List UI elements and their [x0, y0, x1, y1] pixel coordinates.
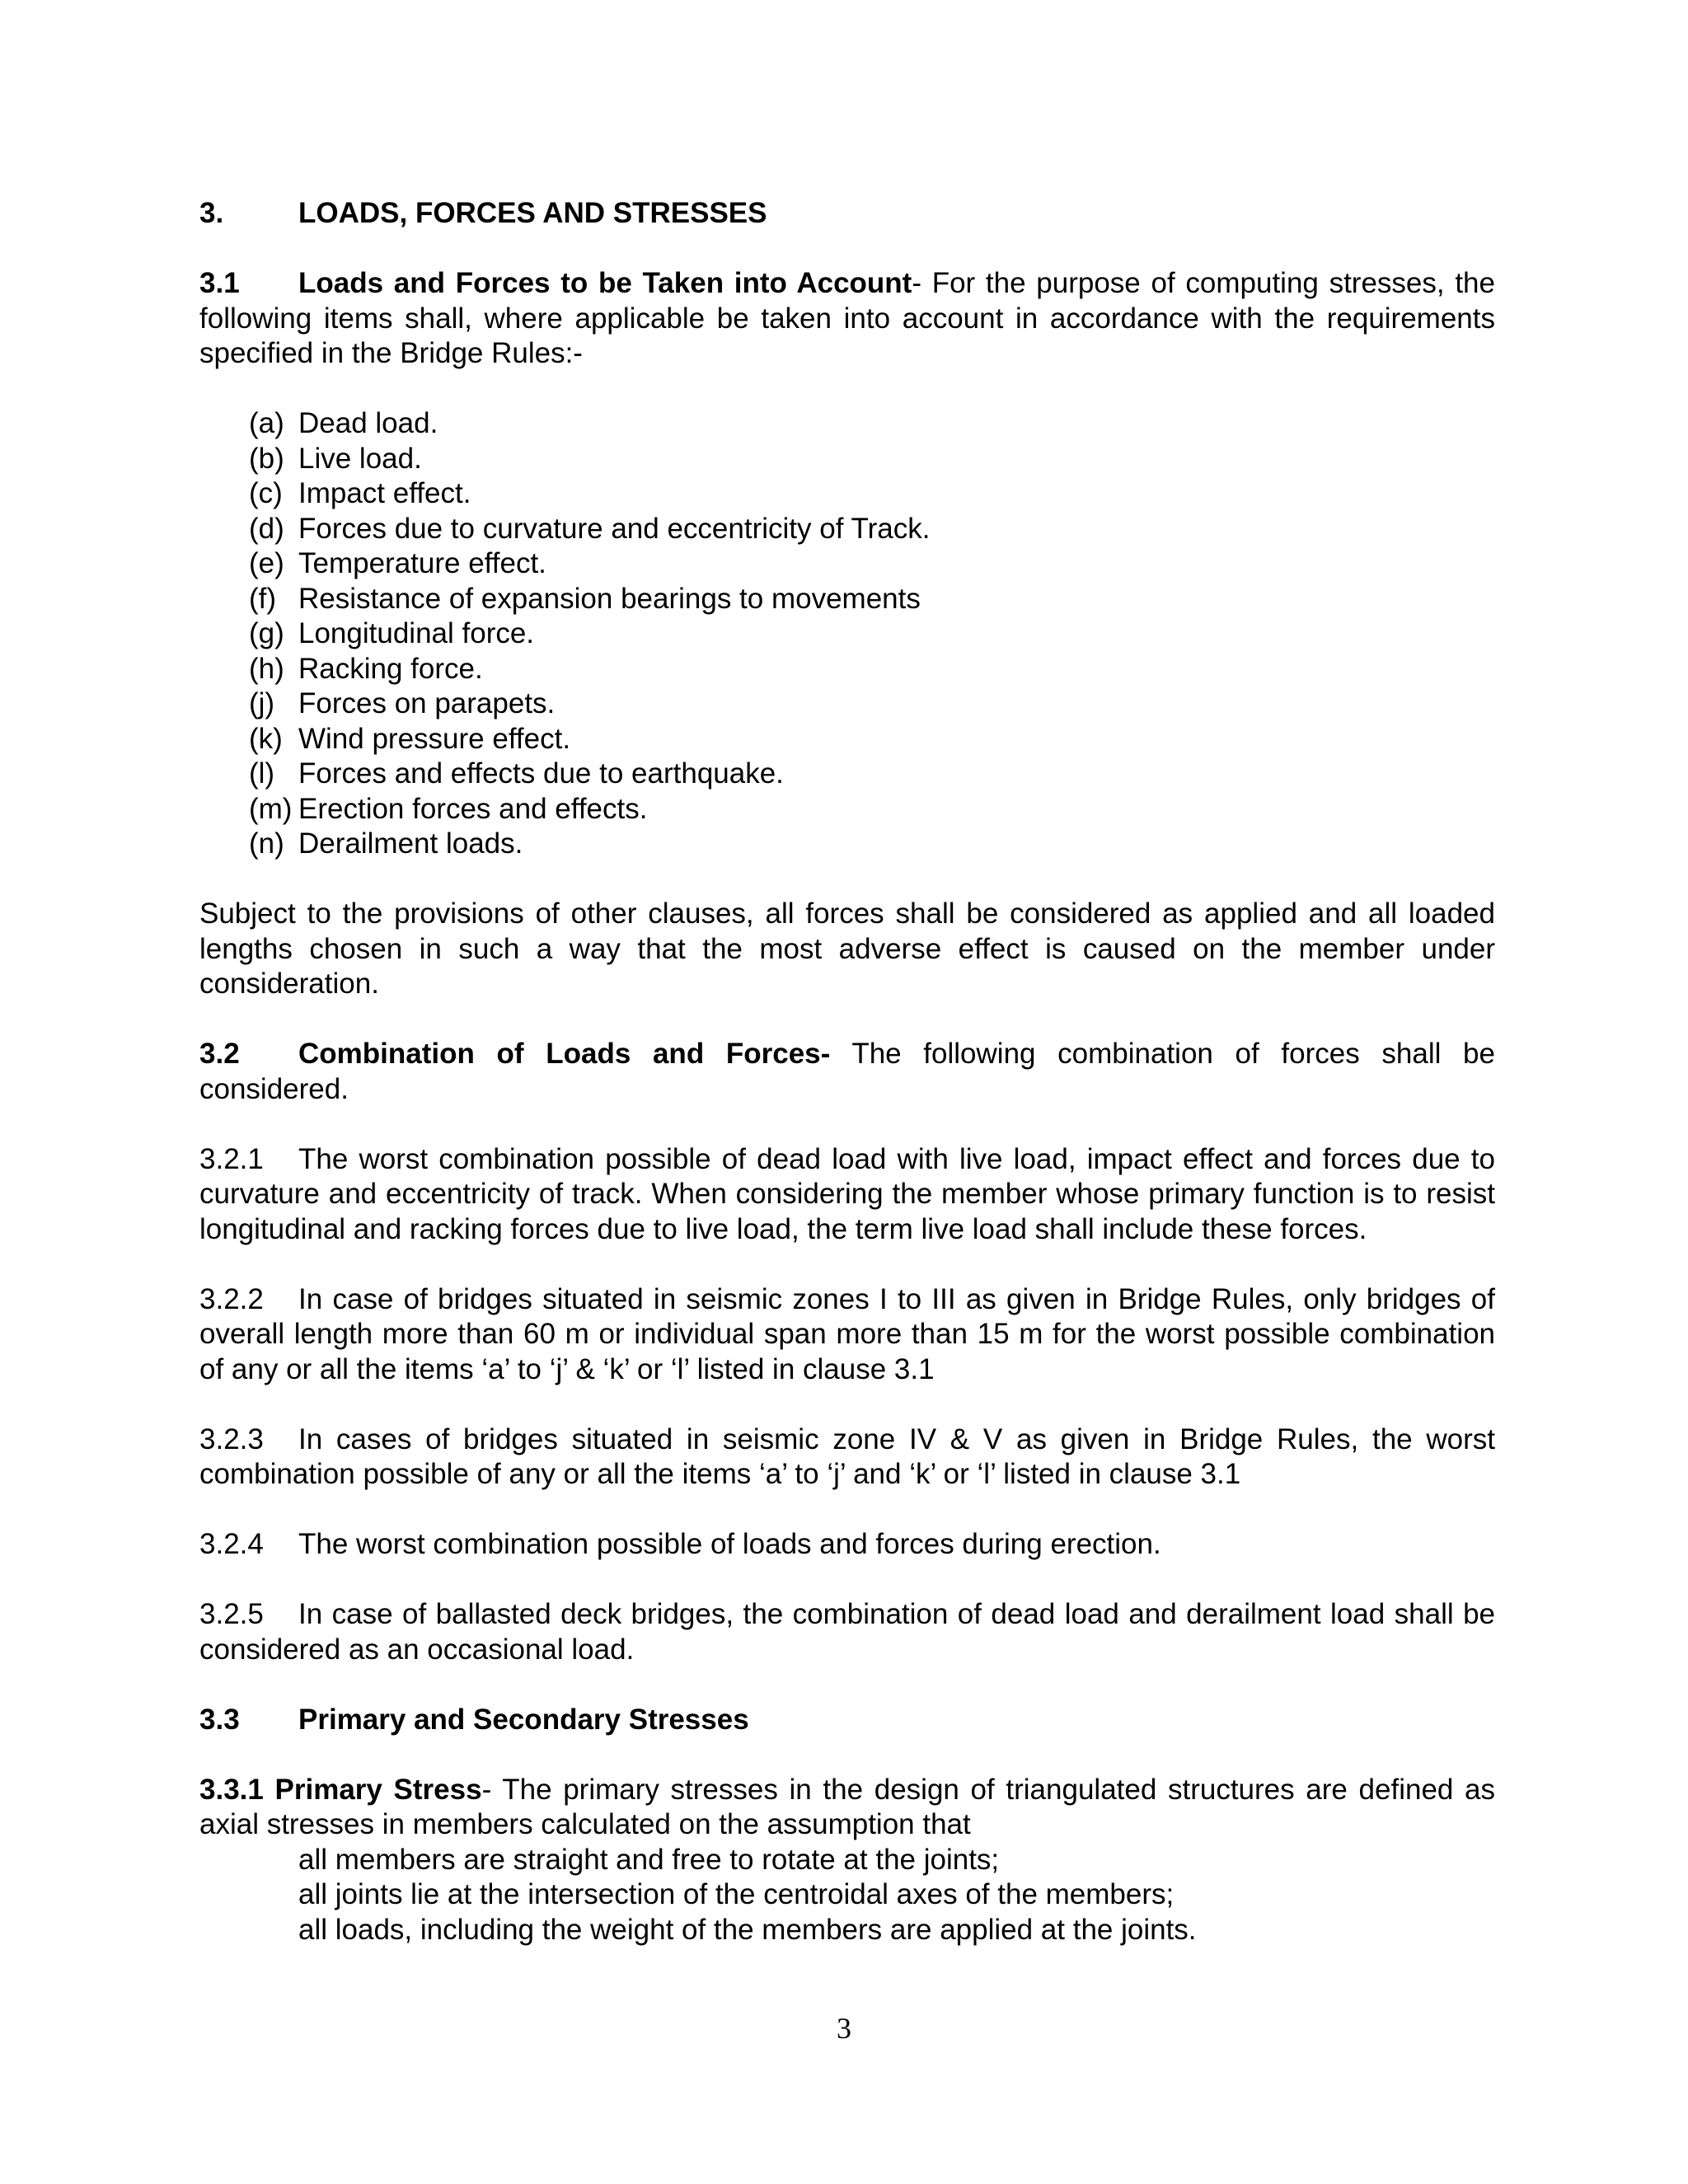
list-item [249, 757, 1495, 792]
clause-3-1-closing: Subject to the provisions of other clauses, all forces shall be considered as applied and all loaded lengths chosen in such a way that the most adverse effect is caused on the member under consideration. [199, 898, 1495, 1000]
assumption-item: all loads, including the weight of the members are applied at the joints. [298, 1913, 1197, 1946]
list-item-text: Impact effect. [298, 477, 471, 509]
page-number: 3 [837, 2012, 851, 2045]
clause-3-3-1-title: 3.3.1 Primary Stress [199, 1773, 482, 1806]
list-item-label: (f) [249, 582, 277, 615]
list-item-text: Derailment loads. [298, 827, 523, 860]
list-item-text: Wind pressure effect. [298, 722, 571, 755]
clause-number: 3.2.4 [199, 1528, 264, 1560]
clause-3-2-text: The following combination of forces shall be considered. [199, 1038, 1495, 1105]
list-item [249, 652, 1495, 687]
clause-3-1-text: - For the purpose of computing stresses, the following items shall, where applicable be taken into account in accordance with the requirements specified in the Bridge Rules:- [199, 267, 1495, 369]
section-heading [199, 196, 1495, 232]
list-item [249, 476, 1495, 512]
clause-3-2-5 [199, 1597, 1495, 1667]
list-item-text: Dead load. [298, 407, 438, 439]
list-item-label: (j) [249, 687, 275, 719]
list-item-text: Forces and effects due to earthquake. [298, 757, 784, 790]
list-item-label: (a) [249, 407, 284, 439]
list-item [249, 546, 1495, 582]
list-item-text: Live load. [298, 442, 422, 475]
clause-text: In case of bridges situated in seismic zones I to III as given in Bridge Rules, only bridges of overall length more than 60 m or individual span more than 15 m for the worst possible combination of any or all the items ‘a’ to ‘j’ & ‘k’ or ‘l’ listed in clause 3.1 [199, 1282, 1495, 1385]
list-item-text: Longitudinal force. [298, 617, 535, 649]
clause-number: 3.2.5 [199, 1598, 264, 1630]
clause-3-3-heading [199, 1703, 1495, 1738]
list-item-label: (d) [249, 512, 284, 545]
list-item-text: Resistance of expansion bearings to movements [298, 582, 921, 615]
clause-text: In case of ballasted deck bridges, the combination of dead load and derailment load shall be considered as an occasional load. [199, 1598, 1495, 1666]
list-item [249, 442, 1495, 477]
list-item [249, 687, 1495, 722]
clause-3-1 [199, 266, 1495, 372]
list-item-label: (h) [249, 652, 284, 685]
assumption-item: all joints lie at the intersection of the centroidal axes of the members; [298, 1878, 1175, 1910]
clause-3-2-number: 3.2 [199, 1038, 240, 1070]
list-item-label: (l) [249, 757, 275, 790]
list-item-text: Racking force. [298, 652, 483, 685]
list-item-label: (m) [249, 792, 293, 825]
assumption-item: all members are straight and free to rotate at the joints; [298, 1843, 1000, 1876]
clause-3-3-1 [199, 1773, 1495, 1843]
clause-3-2-1 [199, 1142, 1495, 1248]
list-item-text: Forces on parapets. [298, 687, 556, 719]
list-item [249, 406, 1495, 442]
list-item-text: Temperature effect. [298, 547, 546, 579]
load-items-list [249, 406, 1495, 862]
clause-3-1-number: 3.1 [199, 267, 240, 299]
clause-number: 3.2.1 [199, 1142, 264, 1175]
clause-3-2-2 [199, 1282, 1495, 1388]
clause-3-2 [199, 1037, 1495, 1107]
list-item [249, 582, 1495, 617]
clause-3-3-title: Primary and Secondary Stresses [298, 1703, 749, 1736]
document-page [199, 196, 1495, 1947]
clause-number: 3.2.2 [199, 1282, 264, 1315]
section-number: 3. [199, 197, 224, 229]
list-item-label: (c) [249, 477, 283, 509]
clause-text: In cases of bridges situated in seismic zone IV & V as given in Bridge Rules, the worst combination possible of any or all the items ‘a’ to ‘j’ and ‘k’ or ‘l’ listed in clause 3.1 [199, 1422, 1495, 1490]
list-item [249, 512, 1495, 547]
list-item-label: (k) [249, 722, 283, 755]
list-item [249, 792, 1495, 827]
clause-3-2-title: Combination of Loads and Forces- [298, 1038, 831, 1070]
list-item-label: (n) [249, 827, 284, 860]
clause-3-3-1-text: - The primary stresses in the design of triangulated structures are defined as axial stresses in members calculated on the assumption that [199, 1773, 1495, 1840]
list-item [249, 827, 1495, 862]
list-item [249, 722, 1495, 757]
section-title: LOADS, FORCES AND STRESSES [298, 197, 767, 229]
clause-text: The worst combination possible of loads and forces during erection. [298, 1528, 1161, 1560]
list-item [249, 616, 1495, 652]
clause-3-3-number: 3.3 [199, 1703, 240, 1736]
clause-3-1-title: Loads and Forces to be Taken into Account [298, 267, 912, 299]
list-item-label: (b) [249, 442, 284, 475]
list-item-label: (e) [249, 547, 284, 579]
clause-3-2-4 [199, 1527, 1495, 1563]
assumptions-list [199, 1843, 1495, 1948]
clause-number: 3.2.3 [199, 1422, 264, 1455]
list-item-label: (g) [249, 617, 284, 649]
clause-3-2-3 [199, 1422, 1495, 1493]
list-item-text: Erection forces and effects. [298, 792, 648, 825]
list-item-text: Forces due to curvature and eccentricity of Track. [298, 512, 931, 545]
clause-text: The worst combination possible of dead load with live load, impact effect and forces due to curvature and eccentricity of track. When considering the member whose primary function is to resist longitudinal and racking forces due to live load, the term live load shall include these forces. [199, 1142, 1495, 1245]
